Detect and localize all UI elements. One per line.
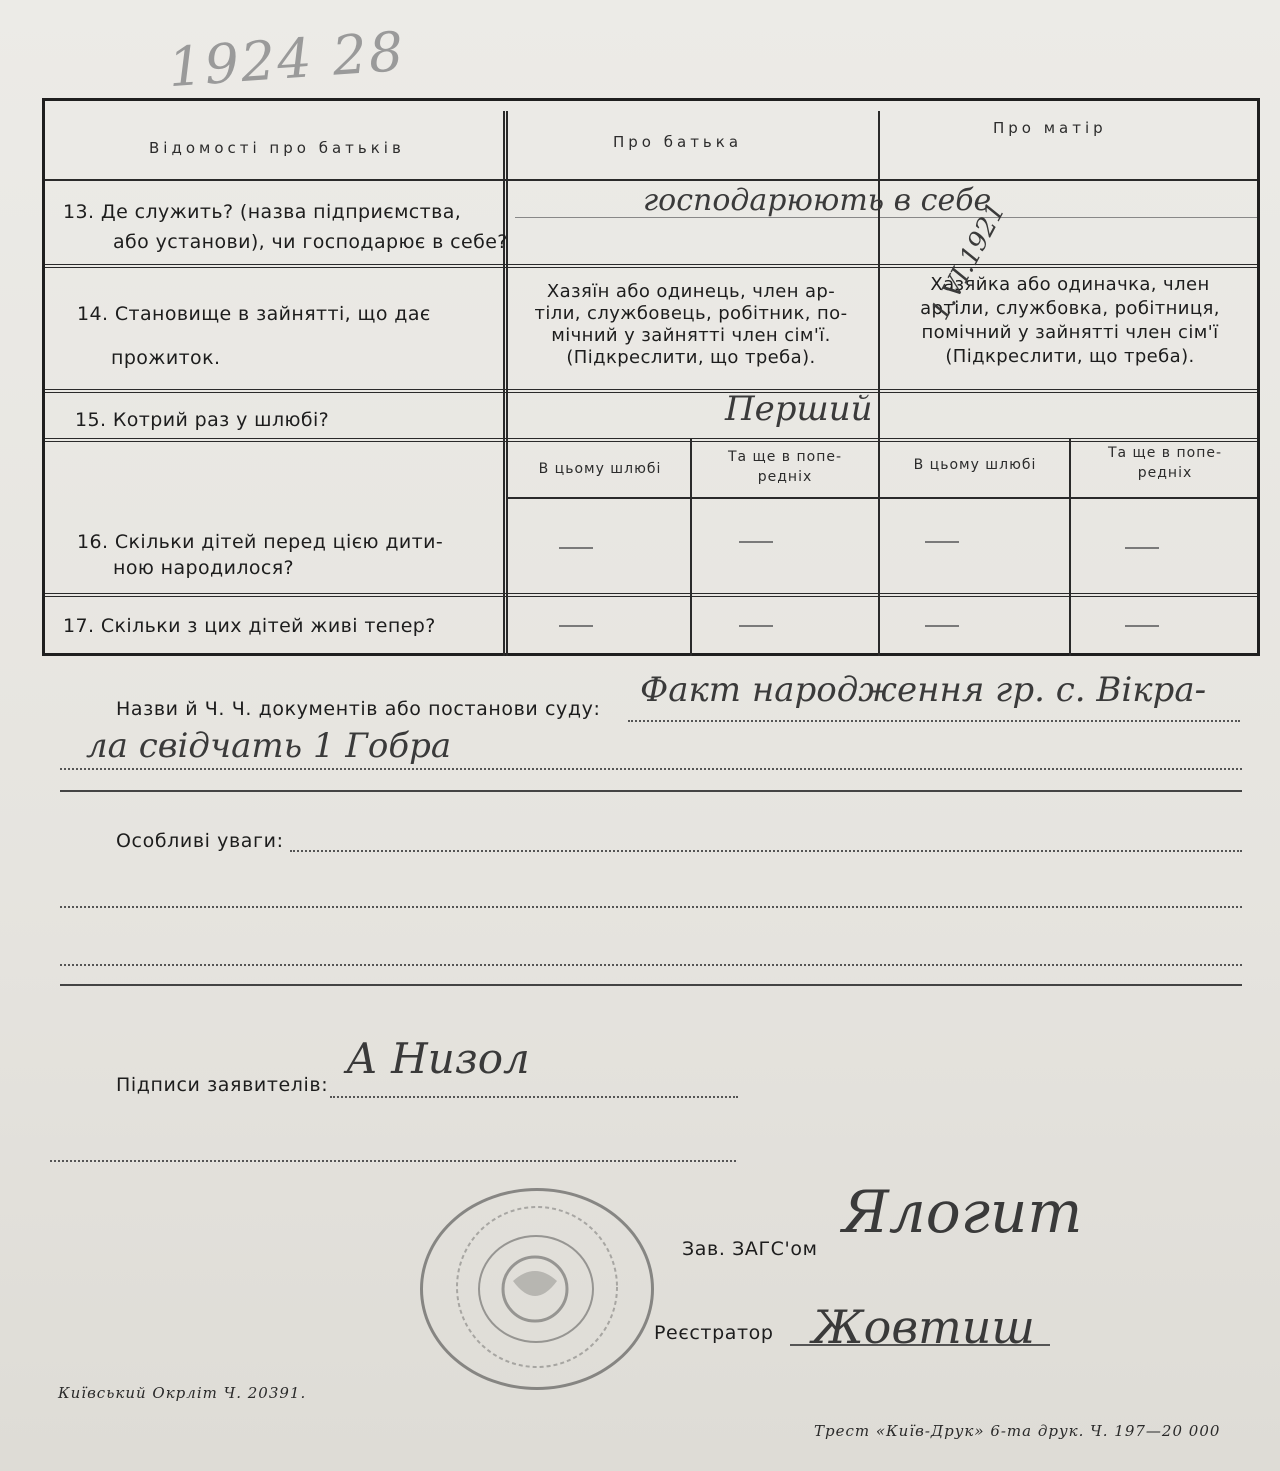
q16-father-previous-line2: редніх xyxy=(757,469,813,485)
archive-number: 1924 28 xyxy=(166,19,408,100)
q14-label-line1: 14. Становище в зайнятті, що дає xyxy=(77,303,431,325)
row-divider xyxy=(507,497,1257,499)
empty-value-dash xyxy=(925,625,959,627)
remarks-line xyxy=(60,984,1242,986)
q14-mother-line4: (Підкреслити, що треба). xyxy=(945,346,1195,367)
q16-father-previous xyxy=(697,447,873,487)
row-divider xyxy=(45,593,1257,597)
empty-value-dash xyxy=(1125,625,1159,627)
q14-mother-line2: артіли, службовка, робітниця, xyxy=(920,298,1220,319)
registrar-label: Реєстратор xyxy=(654,1322,774,1344)
handwritten-date-annotation: 1.VI.1921 xyxy=(925,197,1012,326)
q14-label-line2: прожиток. xyxy=(111,347,221,369)
registrar-signature: Жовтиш xyxy=(812,1300,1035,1354)
applicant-signature: А Низол xyxy=(346,1034,530,1083)
q16-label-line2: ною народилося? xyxy=(113,557,295,579)
q14-father-options xyxy=(515,281,867,369)
header-about-mother: Про матір xyxy=(993,119,1107,137)
q15-label: 15. Котрий раз у шлюбі? xyxy=(75,409,330,431)
applicants-signatures-label: Підписи заявителів: xyxy=(116,1074,329,1096)
q17-label: 17. Скільки з цих дітей живі тепер? xyxy=(63,615,436,637)
q13-label-line2: або установи), чи господарює в себе? xyxy=(113,231,508,253)
documents-line xyxy=(60,768,1242,770)
q14-mother-line3: помічний у зайнятті член сім'ї xyxy=(921,322,1219,343)
documents-label: Назви й Ч. Ч. документів або постанови суду: xyxy=(116,698,601,720)
q16-mother-previous xyxy=(1077,443,1253,483)
q14-mother-line1: Хазяйка або одиначка, член xyxy=(930,274,1210,295)
signature-line xyxy=(330,1096,738,1098)
header-about-father: Про батька xyxy=(613,133,743,151)
remarks-line xyxy=(60,964,1242,966)
documents-value-line2: ла свідчать 1 Гобра xyxy=(86,726,452,766)
row-divider xyxy=(45,438,1257,442)
q14-father-line1: Хазяїн або одинець, член ар- xyxy=(546,281,836,302)
documents-line xyxy=(60,790,1242,792)
remarks-label: Особливі уваги: xyxy=(116,830,284,852)
footer-publisher-left: Київський Окрліт Ч. 20391. xyxy=(58,1384,307,1402)
q16-mother-this-marriage: В цьому шлюбі xyxy=(913,457,1037,473)
documents-line xyxy=(628,720,1240,722)
q16-mother-previous-line1: Та ще в попе- xyxy=(1107,445,1223,461)
q14-father-line3: мічний у зайнятті член сім'ї. xyxy=(551,325,831,346)
signature-line xyxy=(50,1160,736,1162)
q13-label-line1: 13. Де служить? (назва підприємства, xyxy=(63,201,462,223)
column-divider xyxy=(1069,439,1071,656)
empty-value-dash xyxy=(1125,547,1159,549)
row-divider xyxy=(45,389,1257,393)
q15-answer: Перший xyxy=(725,389,873,429)
documents-value-line1: Факт народження гр. с. Вікра- xyxy=(640,670,1207,710)
parents-info-table xyxy=(42,98,1260,656)
head-of-registry-signature: Ялогит xyxy=(842,1178,1083,1246)
empty-value-dash xyxy=(559,625,593,627)
q16-label-line1: 16. Скільки дітей перед цією дити- xyxy=(77,531,444,553)
stamp-emblem-icon xyxy=(423,1191,651,1387)
column-divider xyxy=(503,111,508,656)
q16-father-this-marriage: В цьому шлюбі xyxy=(538,461,662,477)
remarks-line xyxy=(60,906,1242,908)
q13-answer: господарюють в себе xyxy=(643,183,992,218)
row-divider xyxy=(45,179,1257,181)
remarks-line xyxy=(290,850,1242,852)
row-divider xyxy=(45,264,1257,268)
empty-value-dash xyxy=(739,625,773,627)
q14-father-line2: тіли, службовець, робітник, по- xyxy=(534,303,848,324)
q16-father-previous-line1: Та ще в попе- xyxy=(727,449,843,465)
head-of-registry-label: Зав. ЗАГС'ом xyxy=(682,1238,818,1260)
q14-father-line4: (Підкреслити, що треба). xyxy=(566,347,816,368)
column-divider xyxy=(690,439,692,656)
empty-value-dash xyxy=(925,541,959,543)
footer-publisher-right: Трест «Київ-Друк» 6-та друк. Ч. 197—20 000 xyxy=(814,1422,1221,1440)
q16-mother-previous-line2: редніх xyxy=(1137,465,1193,481)
empty-value-dash xyxy=(559,547,593,549)
empty-value-dash xyxy=(739,541,773,543)
header-parents-info: Відомості про батьків xyxy=(149,139,405,157)
official-stamp xyxy=(420,1188,654,1390)
